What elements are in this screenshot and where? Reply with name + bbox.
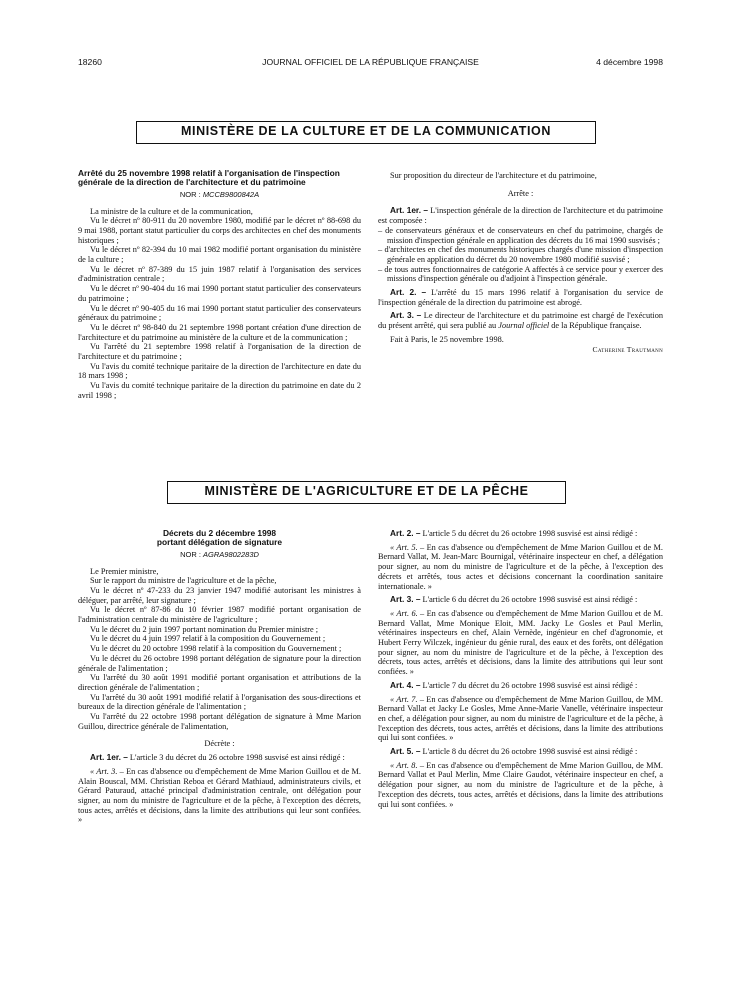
article-text: L'arrêté du 15 mars 1996 relatif à l'organisation du service de l'inspection générale de la direction du patrimoine est abrogé. <box>378 288 664 307</box>
paragraph: Vu le décret nº 90-404 du 16 mai 1990 portant statut particulier des conservateurs du patrimoine ; <box>78 284 361 303</box>
list-item: – de conservateurs généraux et de conservateurs en chef du patrimoine, chargés de mission d'inspection générale en application des décrets du 16 mai 1990 susvisés ; <box>378 225 663 245</box>
list-item: – de tous autres fonctionnaires de catégorie A affectés à ce service pour y exercer des missions d'inspection générale ou d'adjoint à l'inspection générale. <box>378 264 663 284</box>
paragraph: Vu le décret du 20 octobre 1998 relatif à la composition du Gouvernement ; <box>90 644 342 654</box>
article-3 <box>378 311 663 330</box>
nor-label: NOR : <box>180 549 201 559</box>
section2-right-column <box>378 529 663 809</box>
quote-text: En cas d'absence ou d'empêchement de Mme Marion Guillou et de M. Alain Bouscal, MM. Christian Reboa et Gérard Mathiaud, administrateurs civils, et Gérard Paturaud, attaché principal d'administration centrale, ont délégation pour signer, au nom du ministre de l'agriculture et de la pêche, à l'exception des décrets, tous actes, arrêtés et décisions, dans la limite des attributions qui leur sont confiées. » <box>78 766 361 825</box>
section1-left-column <box>78 169 361 401</box>
article-label: Art. 5. – <box>390 746 421 757</box>
paragraph: Vu le décret nº 87-389 du 15 juin 1987 relatif à l'organisation des services d'administration centrale ; <box>78 264 361 284</box>
article-label: Art. 2. – <box>390 528 421 538</box>
paragraph: Vu le décret nº 98-840 du 21 septembre 1998 portant création d'une direction de l'architecture et du patrimoine au ministère de la culture et de la communication ; <box>78 322 361 342</box>
paragraph: Sur le rapport du ministre de l'agriculture et de la pêche, <box>90 576 277 586</box>
paragraph: Vu l'avis du comité technique paritaire de la direction de l'architecture en date du 18 mars 1998 ; <box>78 361 361 381</box>
article-4-quote <box>378 695 663 744</box>
paragraph: Vu le décret du 2 juin 1997 portant nomination du Premier ministre ; <box>90 624 319 634</box>
quote-label: « Art. 8. – <box>390 760 424 770</box>
paragraph: Vu le décret nº 82-394 du 10 mai 1982 modifié portant organisation du ministère de la culture ; <box>78 245 361 265</box>
quote-text: En cas d'absence ou d'empêchement de Mme Marion Guillou, de MM. Bernard Vallat et Paul Merlin, Mme Claire Gaudot, vétérinaire inspecteur en chef, a délégation pour signer, au nom du ministre de l'agriculture et de la pêche, à l'exception des décrets, tous actes, arrêtés et décisions, dans la limite des attributions qui lui sont confiées. » <box>378 760 663 809</box>
article-text: L'inspection générale de la direction de l'architecture et du patrimoine est composée : <box>378 206 663 226</box>
quote-label: « Art. 5. – <box>390 542 425 552</box>
paragraph: Vu l'arrêté du 22 octobre 1998 portant délégation de signature à Mme Marion Guillou, directrice générale de l'alimentation, <box>78 712 361 731</box>
ministry-banner-agriculture <box>167 481 566 504</box>
article-1 <box>378 206 663 225</box>
article-label: Art. 1er. – <box>390 205 429 216</box>
nor-code: MCCB9800842A <box>202 189 260 199</box>
paragraph: Vu le décret nº 87-86 du 10 février 1987 modifié portant organisation de l'administration centrale du ministère de l'agriculture ; <box>78 605 361 625</box>
article-label: Art. 1er. – <box>90 752 128 763</box>
article-text: Le directeur de l'architecture et du patrimoine est chargé de l'exécution du présent arrêté, qui sera publié au <box>378 311 664 331</box>
paragraph: Sur proposition du directeur de l'architecture et du patrimoine, <box>390 171 597 180</box>
article-1 <box>78 753 361 763</box>
article-1-quote <box>78 767 361 825</box>
quote-text: En cas d'absence ou d'empêchement de Mme Marion Guillou et de M. Bernard Vallat, Mme Monique Eloit, MM. Jacky Le Gosles et Paul Merlin, vétérinaires inspecteurs en chef, Alain Vernède, ingénieur en chef d'agronomie, et Hubert Ferry Wilczek, ingénieur du génie rural, des eaux et des forêts, ont délégation pour signer, au nom du ministre de l'agriculture et de la pêche, à l'exception des décrets, tous actes, arrêtés et décisions, dans la limite des attributions qui leur sont confiées. » <box>378 608 663 677</box>
paragraph: Vu le décret nº 47-233 du 23 janvier 1947 modifié autorisant les ministres à déléguer, par arrêté, leur signature ; <box>78 585 361 605</box>
quote-text: En cas d'absence ou d'empêchement de Mme Marion Guillou et de M. Bernard Vallat, M. Jean-Marc Bournigal, vétérinaire inspecteur en chef, a délégation pour signer, au nom du ministre de l'agriculture et de la pêche, à l'exception des décrets et arrêtés, tous actes et décisions concernant la coordination sanitaire internationale. » <box>378 542 663 591</box>
paragraph: Vu le décret nº 80-911 du 20 novembre 1980, modifié par le décret nº 88-698 du 9 mai 1988, portant statut particulier du corps des architectes en chef des monuments historiques ; <box>78 216 361 245</box>
article-text-end: de la République française. <box>549 321 642 331</box>
article-2-quote <box>378 543 663 592</box>
paragraph: Vu l'arrêté du 21 septembre 1998 relatif à l'organisation de la direction de l'architecture et du patrimoine ; <box>78 342 361 362</box>
quote-text: En cas d'absence ou d'empêchement de Mme Marion Guillou, de MM. Bernard Vallat et Jacky Le Gosles, Mme Anne-Marie Vanelle, vétérinaire inspecteur en chef, a délégation pour signer, au nom du ministre de l'agriculture et de la pêche, à l'exception des décrets, tous actes, arrêtés et décisions, dans la limite des attributions qui lui sont confiées. » <box>378 694 663 743</box>
paragraph: Vu le décret du 26 octobre 1998 portant délégation de signature pour la direction générale de l'alimentation ; <box>78 653 361 673</box>
paragraph: La ministre de la culture et de la communication, <box>90 206 253 216</box>
page-header <box>78 57 663 71</box>
arrete-heading: Arrête : <box>507 188 534 198</box>
article-text: L'article 6 du décret du 26 octobre 1998 susvisé est ainsi rédigé : <box>422 595 638 605</box>
article-2 <box>378 288 663 307</box>
decree-subtitle: portant délégation de signature <box>156 537 283 548</box>
issue-date: 4 décembre 1998 <box>596 57 663 67</box>
paragraph: Vu l'arrêté du 30 août 1991 modifié portant organisation et attributions de la direction générale de l'alimentation ; <box>78 673 361 692</box>
paragraph: Vu le décret du 4 juin 1997 relatif à la composition du Gouvernement ; <box>90 634 326 644</box>
article-text: L'article 8 du décret du 26 octobre 1998 susvisé est ainsi rédigé : <box>422 747 638 757</box>
article-label: Art. 4. – <box>390 679 421 690</box>
article-4 <box>378 681 663 691</box>
article-text: L'article 3 du décret du 26 octobre 1998 susvisé est ainsi rédigé : <box>129 753 345 763</box>
section2-left-column <box>78 529 361 825</box>
article-3-quote <box>378 609 663 677</box>
ministry-banner-culture <box>136 121 596 144</box>
journal-title: JOURNAL OFFICIEL DE LA RÉPUBLIQUE FRANÇAISE <box>262 57 479 67</box>
journal-name: Journal officiel <box>498 321 550 331</box>
paragraph: Le Premier ministre, <box>90 566 159 576</box>
ministry-title: MINISTÈRE DE L'AGRICULTURE ET DE LA PÊCHE <box>204 484 529 498</box>
article-label: Art. 3. – <box>390 594 421 605</box>
decree-title: Décrets du 2 décembre 1998 <box>162 528 277 538</box>
article-3 <box>378 595 663 605</box>
nor-code: AGRA9802283D <box>203 549 259 559</box>
article-2 <box>378 529 663 539</box>
page-number: 18260 <box>78 57 102 67</box>
article-text: L'article 5 du décret du 26 octobre 1998 susvisé est ainsi rédigé : <box>422 529 638 538</box>
ministry-title: MINISTÈRE DE LA CULTURE ET DE LA COMMUNICATION <box>181 124 551 138</box>
article-text: L'article 7 du décret du 26 octobre 1998 susvisé est ainsi rédigé : <box>422 680 638 690</box>
quote-label: « Art. 3. – <box>90 766 124 776</box>
quote-label: « Art. 6. – <box>390 608 425 618</box>
paragraph: Vu l'arrêté du 30 août 1991 modifié relatif à l'organisation des sous-directions et bureaux de la direction générale de l'alimentation ; <box>78 692 361 712</box>
article-5-quote <box>378 761 663 810</box>
article-5 <box>378 747 663 757</box>
paragraph: Vu le décret nº 90-405 du 16 mai 1990 portant statut particulier des conservateurs généraux du patrimoine ; <box>78 303 361 323</box>
list-item: – d'architectes en chef des monuments historiques chargés d'une mission d'inspection générale en application du décret du 20 novembre 1980 modifié susvisé ; <box>378 245 663 264</box>
quote-label: « Art. 7. – <box>390 694 424 704</box>
done-at: Fait à Paris, le 25 novembre 1998. <box>390 334 504 344</box>
nor-label: NOR : <box>179 189 201 199</box>
nor-reference <box>78 190 361 200</box>
paragraph: Vu l'avis du comité technique paritaire de la direction du patrimoine en date du 2 avril 1998 ; <box>78 381 361 400</box>
nor-reference <box>78 550 361 560</box>
decrete-heading: Décrète : <box>204 739 235 749</box>
signature: Catherine Trautmann <box>592 344 663 354</box>
article-label: Art. 2. – <box>390 287 427 298</box>
decree-title: Arrêté du 25 novembre 1998 relatif à l'organisation de l'inspection générale de la direction de l'architecture et du patrimoine <box>78 168 340 188</box>
article-label: Art. 3. – <box>390 310 422 321</box>
section1-right-column <box>378 171 663 354</box>
